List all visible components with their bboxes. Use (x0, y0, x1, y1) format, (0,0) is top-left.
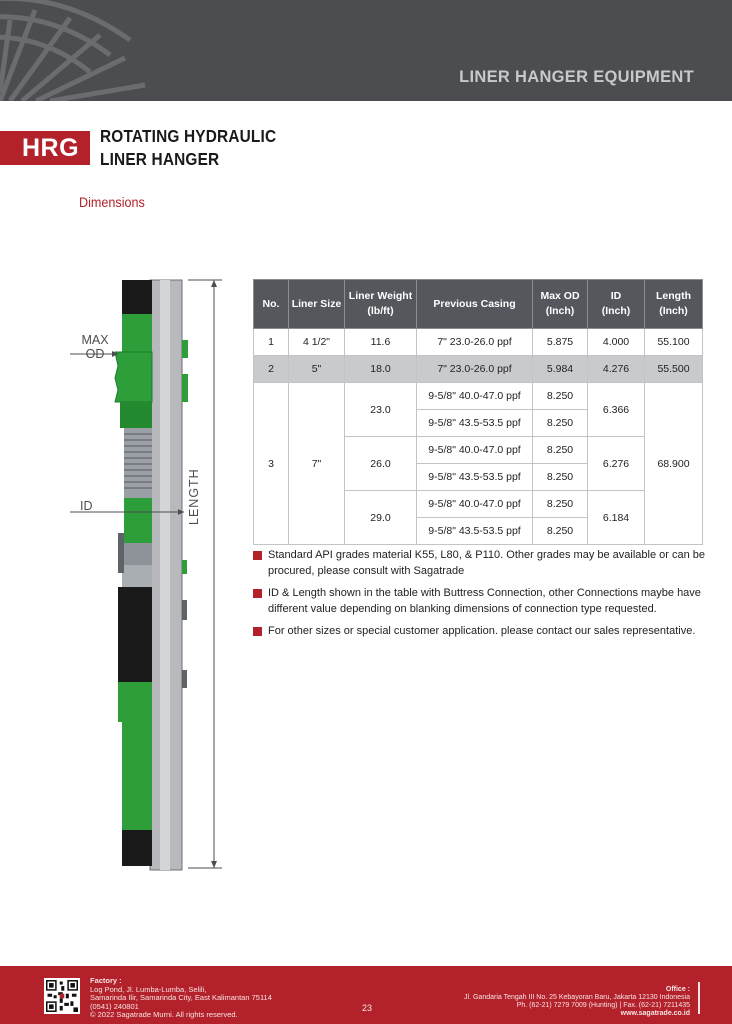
bullet-square-icon (253, 589, 262, 598)
list-item: Standard API grades material K55, L80, & P110. Other grades may be available or can be procured, please consult with Sagatrade (253, 547, 705, 579)
length-label: LENGTH (187, 468, 201, 525)
product-code-badge: HRG (0, 131, 90, 165)
table-row: 9-5/8" 43.5-53.5 ppf 8.250 (254, 518, 703, 545)
col-no: No. (254, 280, 289, 329)
table-row: 26.0 9-5/8" 40.0-47.0 ppf 8.250 6.276 (254, 437, 703, 464)
page-footer (0, 966, 732, 1024)
list-item: For other sizes or special customer application. please contact our sales representative. (253, 623, 705, 639)
col-liner-weight: Liner Weight (lb/ft) (345, 280, 417, 329)
max-od-label-line1: MAX (81, 333, 109, 347)
list-item: ID & Length shown in the table with Buttress Connection, other Connections maybe have different value depending on blanking dimensions of connection type requested. (253, 585, 705, 617)
id-label: ID (80, 499, 93, 513)
bullet-square-icon (253, 627, 262, 636)
drawing-packer (118, 587, 152, 682)
factory-address: Factory : Log Pond, Jl. Lumba-Lumba, Selili, Samarinda Ilir, Samarinda City, East Kalimantan 75114 (0541) 240801 © 2022 Sagatrade Murni. All rights reserved. (90, 976, 272, 1019)
copyright: © 2022 Sagatrade Murni. All rights reserved. (90, 1010, 238, 1019)
bullet-square-icon (253, 551, 262, 560)
drawing-bottom-collar (122, 830, 152, 866)
logo-fan-icon (0, 0, 200, 101)
product-title-line2: LINER HANGER (100, 149, 220, 169)
section-title: LINER HANGER EQUIPMENT (459, 68, 694, 86)
footer-divider (698, 982, 700, 1014)
notes-list (253, 547, 705, 645)
drawing-bearing (122, 543, 152, 565)
table-header-row (254, 280, 703, 329)
table-row: 1 4 1/2" 11.6 7" 23.0-26.0 ppf 5.875 4.000 55.100 (254, 329, 703, 356)
col-id: ID (Inch) (588, 280, 645, 329)
product-title (100, 125, 276, 171)
liner-hanger-drawing (60, 270, 230, 880)
col-max-od: Max OD (Inch) (533, 280, 588, 329)
col-liner-size: Liner Size (289, 280, 345, 329)
page-header (0, 0, 732, 101)
product-title-line1: ROTATING HYDRAULIC (100, 126, 277, 146)
table-row: 2 5" 18.0 7" 23.0-26.0 ppf 5.984 4.276 55.500 (254, 356, 703, 383)
dimensions-table (253, 279, 703, 545)
drawing-top-collar (122, 280, 152, 314)
page-number: 23 (362, 1003, 373, 1013)
drawing-upper-body (122, 314, 152, 352)
col-length: Length (Inch) (645, 280, 703, 329)
dimensions-heading: Dimensions (79, 194, 145, 210)
col-previous-casing: Previous Casing (417, 280, 533, 329)
drawing-lower-body (118, 682, 152, 722)
drawing-slips (115, 352, 152, 402)
table-row: 9-5/8" 43.5-53.5 ppf 8.250 (254, 410, 703, 437)
table-row: 9-5/8" 43.5-53.5 ppf 8.250 (254, 464, 703, 491)
max-od-label (80, 333, 110, 361)
office-address: Office : Jl. Gandaria Tengah III No. 25 Kebayoran Baru, Jakarta 12130 Indonesia Ph. (62-21) 7279 7009 (Hunting) | Fax. (62-21) 7211435 www.sagatrade.co.id (464, 986, 690, 1017)
table-row: 29.0 9-5/8" 40.0-47.0 ppf 8.250 6.184 (254, 491, 703, 518)
website-link[interactable]: www.sagatrade.co.id (620, 1010, 690, 1017)
max-od-label-line2: OD (85, 347, 105, 361)
table-row: 3 7" 23.0 9-5/8" 40.0-47.0 ppf 8.250 6.366 68.900 (254, 383, 703, 410)
qr-code-icon (44, 978, 80, 1014)
